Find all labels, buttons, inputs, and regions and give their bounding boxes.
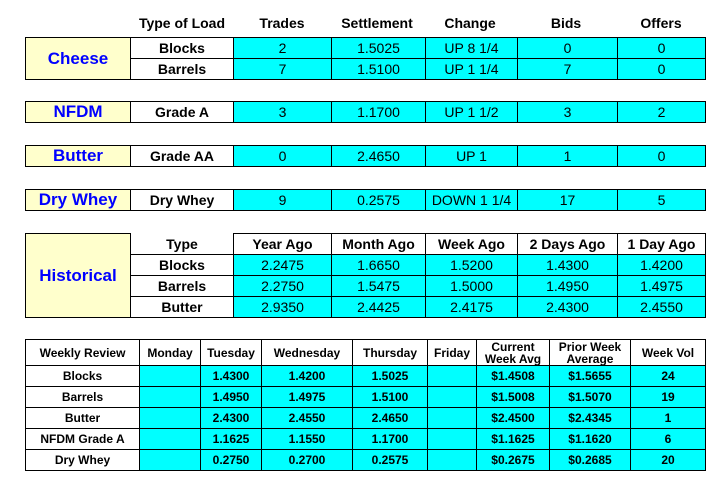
historical-cell: 2.2750 — [234, 276, 332, 297]
cheese-barrels-offers: 0 — [618, 59, 706, 80]
weekly-cell-thursday: 2.4650 — [353, 408, 428, 429]
weekly-header-friday: Friday — [428, 340, 477, 366]
weekly-review-table — [25, 339, 706, 471]
cheese-type-barrels: Barrels — [131, 59, 234, 80]
historical-row-label: Butter — [131, 297, 234, 318]
weekly-cell-vol: 24 — [631, 366, 706, 387]
weekly-header-week-vol: Week Vol — [631, 340, 706, 366]
weekly-cell-wednesday: 1.4975 — [262, 387, 353, 408]
weekly-cell-prior: $1.1620 — [550, 429, 631, 450]
weekly-row-label: Blocks — [26, 366, 140, 387]
weekly-cell-monday — [140, 450, 201, 471]
butter-table — [25, 145, 706, 167]
weekly-row-label: Butter — [26, 408, 140, 429]
weekly-cell-friday — [428, 429, 477, 450]
weekly-cell-tuesday: 1.4950 — [201, 387, 262, 408]
weekly-cell-thursday: 0.2575 — [353, 450, 428, 471]
weekly-header-review: Weekly Review — [26, 340, 140, 366]
historical-cell: 2.4300 — [518, 297, 618, 318]
weekly-header-prior-line1: Prior Week — [558, 339, 622, 354]
cheese-blocks-settlement: 1.5025 — [332, 38, 426, 59]
header-bids: Bids — [550, 15, 582, 31]
butter-offers: 0 — [618, 146, 706, 167]
weekly-cell-tuesday: 2.4300 — [201, 408, 262, 429]
historical-header-1-day-ago: 1 Day Ago — [618, 234, 706, 255]
weekly-header-tuesday: Tuesday — [201, 340, 262, 366]
drywhey-label: Dry Whey — [26, 190, 131, 211]
weekly-cell-friday — [428, 450, 477, 471]
historical-row-label: Blocks — [131, 255, 234, 276]
weekly-cell-current: $1.1625 — [477, 429, 550, 450]
drywhey-settlement: 0.2575 — [332, 190, 426, 211]
weekly-cell-current: $1.4508 — [477, 366, 550, 387]
header-offers: Offers — [640, 15, 682, 31]
cheese-blocks-offers: 0 — [618, 38, 706, 59]
cheese-blocks-bids: 0 — [518, 38, 618, 59]
weekly-cell-current: $1.5008 — [477, 387, 550, 408]
butter-settlement: 2.4650 — [332, 146, 426, 167]
historical-cell: 2.9350 — [234, 297, 332, 318]
drywhey-change: DOWN 1 1/4 — [426, 190, 518, 211]
weekly-cell-prior: $1.5655 — [550, 366, 631, 387]
nfdm-table — [25, 101, 706, 123]
historical-header-type: Type — [131, 234, 234, 255]
historical-cell: 2.4550 — [618, 297, 706, 318]
weekly-cell-wednesday: 1.1550 — [262, 429, 353, 450]
historical-cell: 1.6650 — [332, 255, 426, 276]
weekly-cell-wednesday: 2.4550 — [262, 408, 353, 429]
historical-cell: 1.5000 — [426, 276, 518, 297]
historical-cell: 2.4175 — [426, 297, 518, 318]
butter-type: Grade AA — [131, 146, 234, 167]
weekly-cell-friday — [428, 387, 477, 408]
nfdm-type: Grade A — [131, 102, 234, 123]
weekly-cell-monday — [140, 408, 201, 429]
nfdm-bids: 3 — [518, 102, 618, 123]
weekly-cell-prior: $0.2685 — [550, 450, 631, 471]
butter-label: Butter — [26, 146, 131, 167]
historical-cell: 2.4425 — [332, 297, 426, 318]
cheese-table — [25, 37, 706, 80]
weekly-cell-thursday: 1.5100 — [353, 387, 428, 408]
weekly-cell-wednesday: 1.4200 — [262, 366, 353, 387]
cheese-type-blocks: Blocks — [131, 38, 234, 59]
historical-cell: 1.4300 — [518, 255, 618, 276]
weekly-cell-prior: $2.4345 — [550, 408, 631, 429]
header-trades: Trades — [259, 15, 305, 31]
weekly-header-prior-line2: Average — [566, 351, 614, 366]
weekly-cell-vol: 19 — [631, 387, 706, 408]
drywhey-table — [25, 189, 706, 211]
weekly-header-current-line1: Current — [491, 339, 535, 354]
weekly-row-label: Dry Whey — [26, 450, 140, 471]
weekly-cell-current: $0.2675 — [477, 450, 550, 471]
nfdm-trades: 3 — [234, 102, 332, 123]
historical-cell: 1.4200 — [618, 255, 706, 276]
drywhey-type: Dry Whey — [131, 190, 234, 211]
weekly-cell-tuesday: 1.1625 — [201, 429, 262, 450]
weekly-row-label: Barrels — [26, 387, 140, 408]
butter-trades: 0 — [234, 146, 332, 167]
weekly-header-monday: Monday — [140, 340, 201, 366]
cheese-blocks-trades: 2 — [234, 38, 332, 59]
butter-bids: 1 — [518, 146, 618, 167]
cheese-barrels-settlement: 1.5100 — [332, 59, 426, 80]
cheese-blocks-change: UP 8 1/4 — [426, 38, 518, 59]
weekly-cell-prior: $1.5070 — [550, 387, 631, 408]
weekly-cell-tuesday: 1.4300 — [201, 366, 262, 387]
drywhey-bids: 17 — [518, 190, 618, 211]
historical-header-2-days-ago: 2 Days Ago — [518, 234, 618, 255]
cheese-label: Cheese — [26, 38, 131, 80]
weekly-cell-monday — [140, 366, 201, 387]
weekly-cell-vol: 1 — [631, 408, 706, 429]
historical-cell: 1.5475 — [332, 276, 426, 297]
weekly-cell-monday — [140, 387, 201, 408]
historical-header-week-ago: Week Ago — [426, 234, 518, 255]
historical-row-label: Barrels — [131, 276, 234, 297]
weekly-header-current-week-avg — [477, 340, 550, 366]
weekly-header-prior-week-average — [550, 340, 631, 366]
drywhey-offers: 5 — [618, 190, 706, 211]
nfdm-label: NFDM — [26, 102, 131, 123]
historical-label: Historical — [26, 234, 131, 318]
header-change: Change — [444, 15, 496, 31]
drywhey-trades: 9 — [234, 190, 332, 211]
weekly-cell-tuesday: 0.2750 — [201, 450, 262, 471]
cheese-barrels-bids: 7 — [518, 59, 618, 80]
historical-cell: 1.5200 — [426, 255, 518, 276]
header-settlement: Settlement — [341, 15, 413, 31]
weekly-header-wednesday: Wednesday — [262, 340, 353, 366]
historical-table — [25, 233, 706, 318]
nfdm-change: UP 1 1/2 — [426, 102, 518, 123]
weekly-row-label: NFDM Grade A — [26, 429, 140, 450]
weekly-cell-vol: 20 — [631, 450, 706, 471]
weekly-cell-current: $2.4500 — [477, 408, 550, 429]
cheese-barrels-trades: 7 — [234, 59, 332, 80]
weekly-cell-monday — [140, 429, 201, 450]
historical-cell: 2.2475 — [234, 255, 332, 276]
nfdm-offers: 2 — [618, 102, 706, 123]
historical-cell: 1.4950 — [518, 276, 618, 297]
weekly-cell-friday — [428, 408, 477, 429]
weekly-cell-friday — [428, 366, 477, 387]
weekly-header-current-line2: Week Avg — [484, 351, 542, 366]
weekly-cell-wednesday: 0.2700 — [262, 450, 353, 471]
historical-header-month-ago: Month Ago — [332, 234, 426, 255]
cheese-barrels-change: UP 1 1/4 — [426, 59, 518, 80]
historical-cell: 1.4975 — [618, 276, 706, 297]
weekly-cell-vol: 6 — [631, 429, 706, 450]
historical-header-year-ago: Year Ago — [234, 234, 332, 255]
weekly-cell-thursday: 1.1700 — [353, 429, 428, 450]
header-type-of-load: Type of Load — [138, 15, 226, 31]
weekly-header-thursday: Thursday — [353, 340, 428, 366]
weekly-cell-thursday: 1.5025 — [353, 366, 428, 387]
nfdm-settlement: 1.1700 — [332, 102, 426, 123]
butter-change: UP 1 — [426, 146, 518, 167]
